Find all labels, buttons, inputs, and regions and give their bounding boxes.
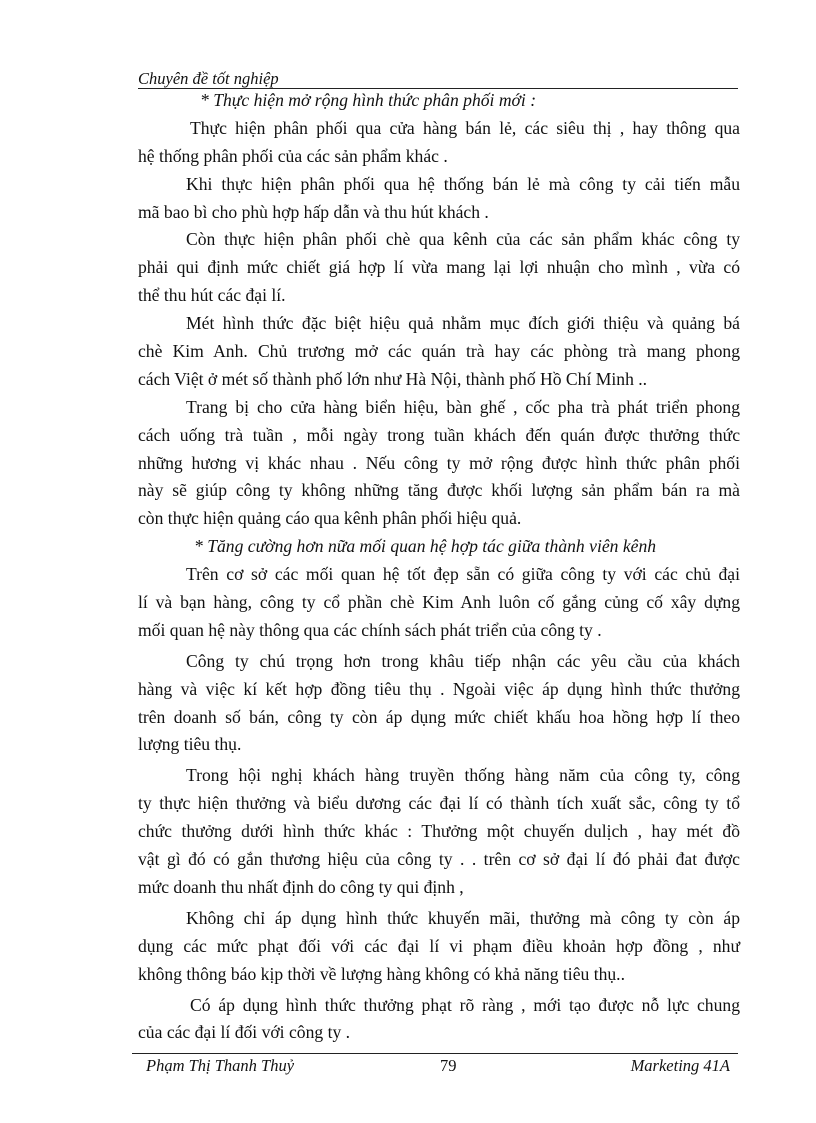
- paragraph-line: Trang bị cho cửa hàng biển hiệu, bàn ghế , cốc pha trà phát triển phong: [186, 396, 740, 417]
- paragraph-line: Mét hình thức đặc biệt hiệu quả nhằm mục đích giới thiệu và quảng bá: [186, 313, 740, 334]
- paragraph-line: dụng các mức phạt đối với các đại lí vi phạm điều khoản hợp đồng , như: [138, 935, 740, 956]
- paragraph-line: mối quan hệ này thông qua các chính sách phát triển của công ty .: [138, 619, 602, 640]
- paragraph-line: hệ thống phân phối của các sản phẩm khác .: [138, 145, 448, 166]
- paragraph-line: Trên cơ sở các mối quan hệ tốt đẹp sẵn có giữa công ty với các chủ đại: [186, 564, 740, 585]
- section-heading: * Thực hiện mở rộng hình thức phân phối mới :: [200, 90, 537, 110]
- paragraph-line: lí và bạn hàng, công ty cổ phần chè Kim Anh luôn cố gắng củng cố xây dựng: [138, 592, 740, 613]
- footer-class: Marketing 41A: [630, 1056, 730, 1075]
- header-title: Chuyên đề tốt nghiệp: [138, 69, 279, 88]
- paragraph-line: những hương vị khác nhau . Nếu công ty mở rộng được hình thức phân phối: [138, 452, 740, 473]
- page-number: 79: [440, 1056, 457, 1075]
- paragraph-line: cách Việt ở mét số thành phố lớn như Hà Nội, thành phố Hồ Chí Minh ..: [138, 368, 648, 389]
- footer-author: Phạm Thị Thanh Thuỷ: [146, 1056, 295, 1075]
- paragraph-line: Không chỉ áp dụng hình thức khuyến mãi, thưởng mà công ty còn áp: [186, 907, 740, 928]
- paragraph-line: Thực hiện phân phối qua cửa hàng bán lẻ, các siêu thị , hay thông qua: [190, 117, 740, 138]
- paragraph-line: Công ty chú trọng hơn trong khâu tiếp nhận các yêu cầu của khách: [186, 650, 740, 671]
- paragraph-line: hàng và việc kí kết hợp đồng tiêu thụ . Ngoài việc áp dụng hình thức thưởng: [138, 678, 740, 699]
- paragraph-line: thể thu hút các đại lí.: [138, 285, 286, 306]
- paragraph-line: này sẽ giúp công ty không những tăng được khối lượng sản phẩm bán ra mà: [138, 480, 740, 501]
- paragraph-line: Khi thực hiện phân phối qua hệ thống bán lẻ mà công ty cải tiến mẫu: [186, 173, 740, 194]
- paragraph-line: còn thực hiện quảng cáo qua kênh phân phối hiệu quả.: [138, 508, 522, 529]
- paragraph-line: Còn thực hiện phân phối chè qua kênh của các sản phẩm khác công ty: [186, 229, 740, 250]
- paragraph-line: lượng tiêu thụ.: [138, 734, 242, 755]
- paragraph-line: mã bao bì cho phù hợp hấp dẫn và thu hút khách .: [138, 201, 489, 222]
- paragraph-line: phải qui định mức chiết giá hợp lí vừa mang lại lợi nhuận cho mình , vừa có: [138, 257, 740, 278]
- paragraph-line: chức thưởng dưới hình thức khác : Thưởng một chuyến dulịch , hay mét đồ: [138, 821, 740, 842]
- section-heading: * Tăng cường hơn nữa mối quan hệ hợp tác giữa thành viên kênh: [194, 536, 657, 557]
- paragraph-line: Trong hội nghị khách hàng truyền thống hàng năm của công ty, công: [186, 765, 740, 786]
- paragraph-line: cách uống trà tuần , mỗi ngày trong tuần khách đến quán được thưởng thức: [138, 424, 740, 445]
- paragraph-line: của các đại lí đối với công ty .: [138, 1022, 351, 1043]
- paragraph-line: không thông báo kịp thời về lượng hàng không có khả năng tiêu thụ..: [138, 963, 625, 984]
- paragraph-line: vật gì đó có gắn thương hiệu của công ty . . trên cơ sở đại lí đó phải đat được: [138, 849, 740, 870]
- body-text: [138, 86, 740, 1046]
- paragraph-line: trên doanh số bán, công ty còn áp dụng mức chiết khấu hoa hồng hợp lí theo: [138, 706, 740, 727]
- paragraph-line: chè Kim Anh. Chủ trương mở các quán trà hay các phòng trà mang phong: [138, 341, 740, 362]
- paragraph-line: Có áp dụng hình thức thưởng phạt rõ ràng , mới tạo được nỗ lực chung: [190, 994, 740, 1015]
- page-footer: [132, 1053, 738, 1076]
- paragraph-line: mức doanh thu nhất định do công ty qui định ,: [138, 876, 464, 897]
- paragraph-line: ty thực hiện thưởng và biểu dương các đại lí có thành tích xuất sắc, công ty tổ: [138, 793, 740, 814]
